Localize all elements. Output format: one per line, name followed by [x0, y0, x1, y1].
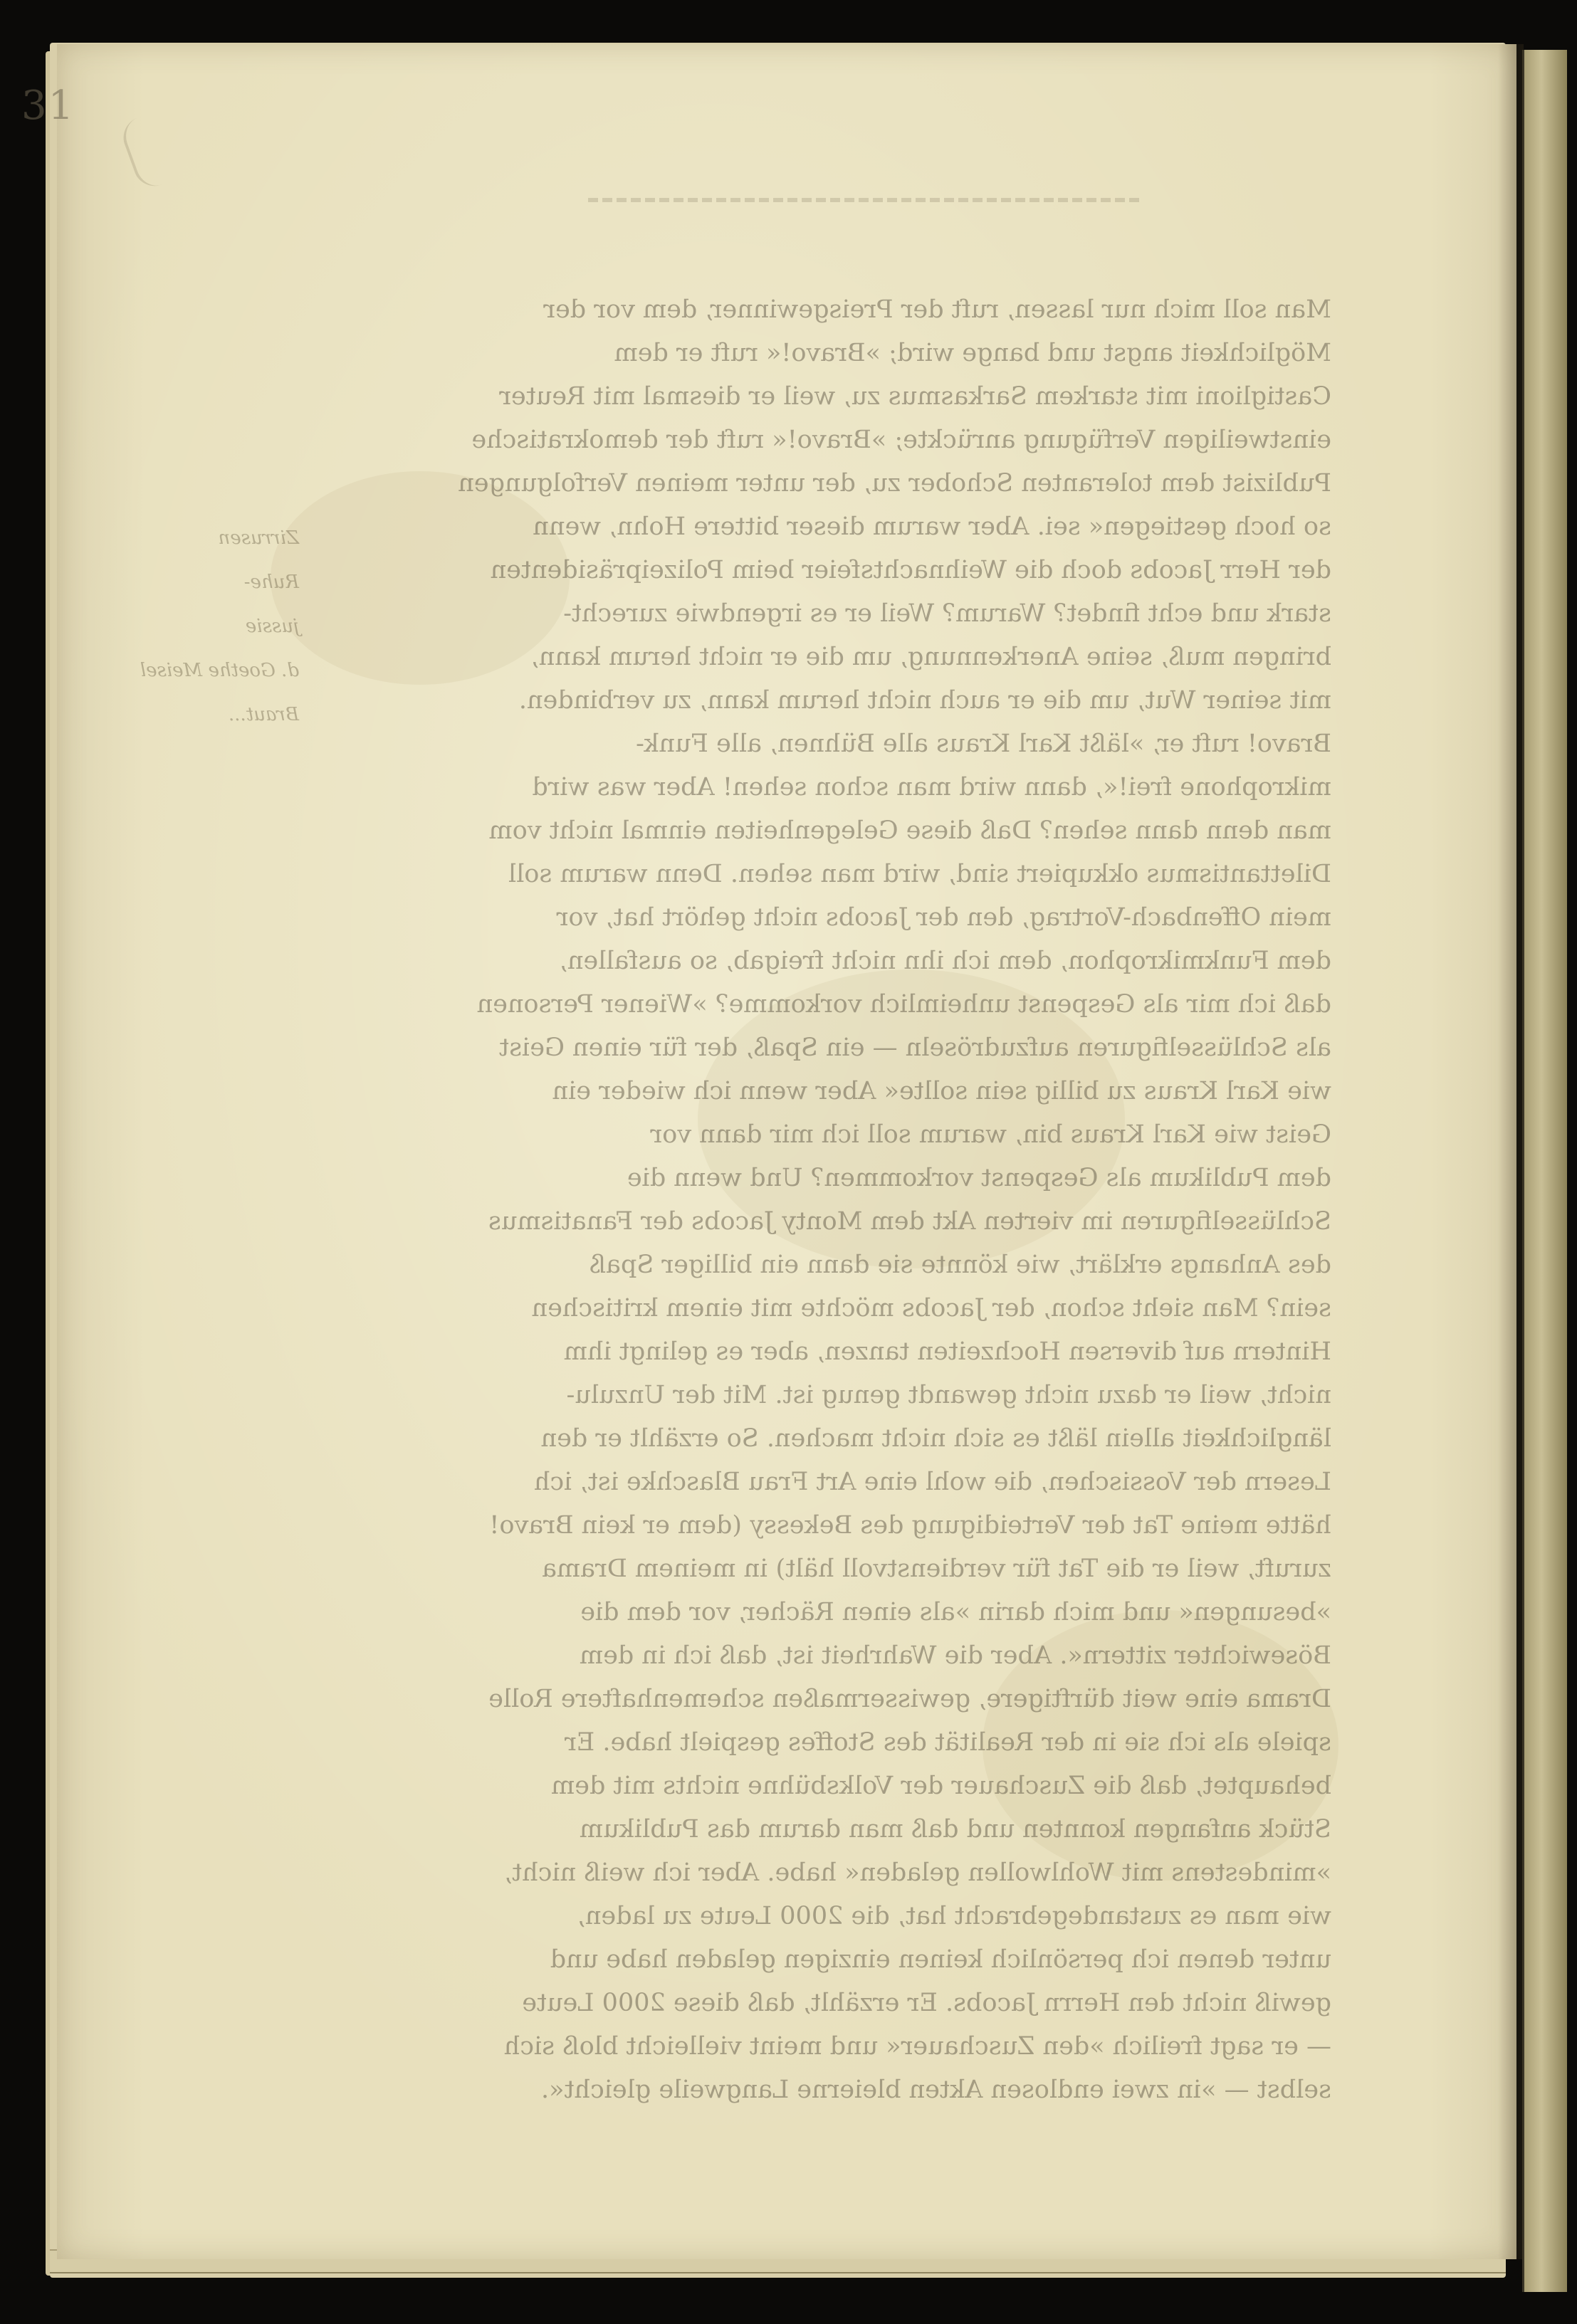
text-line: selbst — »in zwei endlosen Akten bleierne Langweile gleicht«.: [541, 2076, 1331, 2104]
text-line: dem Publikum als Gespenst vorkommen? Und wenn die: [627, 1164, 1331, 1192]
text-line: spiele als ich sie in der Realität des Stoffes gespielt habe. Er: [564, 1728, 1331, 1757]
text-line: mikrophone frei!«, dann wird man schon sehen! Aber was wird: [532, 773, 1331, 801]
text-line: dem Funkmikrophon, dem ich ihn nicht freigab, so ausfallen,: [559, 947, 1331, 975]
text-line: nicht, weil er dazu nicht gewandt genug ist. Mit der Unzulu-: [566, 1381, 1331, 1409]
show-through-text-block: [285, 288, 1331, 2112]
text-line: Bösewichter zittern«. Aber die Wahrheit ist, daß ich in dem: [579, 1641, 1331, 1670]
text-line: »mindestens mit Wohlwollen geladen« habe. Aber ich weiß nicht,: [504, 1858, 1331, 1887]
text-line: gewiß nicht den Herrn Jacobs. Er erzählt, daß diese 2000 Leute: [522, 1989, 1331, 2017]
text-line: Drama eine weit dürftigere, gewissermaßen schemenhaftere Rolle: [488, 1685, 1331, 1713]
gutter-shadow: [1498, 44, 1524, 2259]
text-line: des Anhangs erklärt, wie könnte sie dann ein billiger Spaß: [589, 1251, 1331, 1279]
text-line: mit seiner Wut, um die er auch nicht herum kann, zu verbinden.: [518, 686, 1331, 715]
text-line: — er sagt freilich »den Zuschauer« und meint vielleicht bloß sich: [503, 2032, 1331, 2061]
text-line: »besungen« und mich darin »als einen Rächer, vor dem die: [580, 1598, 1331, 1626]
text-line: daß ich mir als Gespenst unheimlich vorkomme? »Wiener Personen: [476, 990, 1331, 1019]
text-line: als Schlüsselfiguren aufzudröseln — ein Spaß, der für einen Geist: [499, 1034, 1331, 1062]
running-head-show-through: [584, 198, 1139, 202]
text-line: Schlüsselfiguren im vierten Akt dem Monty Jacobs der Fanatismus: [488, 1207, 1331, 1236]
text-line: so hoch gestiegen« sei. Aber warum dieser bittere Hohn, wenn: [533, 512, 1331, 541]
text-line: bringen muß, seine Anerkennung, um die er nicht herum kann,: [530, 643, 1331, 671]
text-line: Castiglioni mit starkem Sarkasmus zu, weil er diesmal mit Reuter: [499, 382, 1331, 411]
margin-note-line: jussie: [245, 616, 299, 637]
text-line: Hintern auf diversen Hochzeiten tanzen, aber es gelingt ihm: [563, 1337, 1331, 1366]
text-line: unter denen ich persönlich keinen einzigen geladen habe und: [550, 1945, 1331, 1974]
text-line: behauptet, daß die Zuschauer der Volksbühne nichts mit dem: [551, 1772, 1331, 1800]
text-line: Stück anfangen konnten und daß man darum das Publikum: [579, 1815, 1331, 1844]
text-line: sein? Man sieht schon, der Jacobs möchte mit einem kritischen: [531, 1294, 1331, 1323]
text-line: Publizist dem toleranten Schober zu, der unter meinen Verfolgungen: [458, 469, 1331, 498]
text-line: hätte meine Tat der Verteidigung des Bekessy (dem er kein Bravo!: [489, 1511, 1331, 1540]
text-line: der Herr Jacobs doch die Weihnachtsfeier beim Polizeipräsidenten: [490, 556, 1331, 584]
text-line: mein Offenbach-Vortrag, den der Jacobs nicht gehört hat, vor: [556, 903, 1331, 932]
page-number: 31: [21, 83, 75, 129]
text-line: wie Karl Kraus zu billig sein sollte« Aber wenn ich wieder ein: [552, 1077, 1331, 1105]
text-line: zuruft, weil er die Tat für verdienstvoll hält) in meinem Drama: [542, 1555, 1331, 1583]
handwritten-margin-note: [140, 516, 299, 751]
text-line: Möglichkeit angst und bange wird; »Bravo!« ruft er dem: [614, 339, 1331, 367]
text-line: Man soll mich nur lassen, ruft der Preisgewinner, dem vor der: [543, 295, 1331, 324]
text-line: länglichkeit allein läßt es sich nicht machen. So erzählt er den: [540, 1424, 1331, 1453]
text-line: Dilettantismus okkupiert sind, wird man sehen. Denn warum soll: [508, 860, 1331, 888]
text-line: stark und echt findet? Warum? Weil er es irgendwie zurecht-: [563, 599, 1331, 628]
text-line: einstweiligen Verfügung anrückte; »Bravo!« ruft der demokratische: [471, 426, 1331, 454]
margin-note-line: Zirrusen: [218, 527, 299, 549]
text-line: Geist wie Karl Kraus bin, warum soll ich mir dann vor: [650, 1120, 1331, 1149]
adjacent-page-edge: [1522, 50, 1567, 2292]
margin-note-line: d. Goethe Meisel: [140, 660, 299, 681]
margin-note-line: Braut...: [228, 704, 299, 725]
text-line: Lesern der Vossischen, die wohl eine Art Frau Blaschke ist, ich: [534, 1468, 1331, 1496]
text-line: Bravo! ruft er, »läßt Karl Kraus alle Bühnen, alle Funk-: [636, 730, 1331, 758]
margin-note-line: Ruhe-: [243, 572, 299, 593]
text-line: man denn dann sehen? Daß diese Gelegenheiten einmal nicht vom: [488, 816, 1331, 845]
text-line: wie man es zustandegebracht hat, die 2000 Leute zu laden,: [577, 1902, 1331, 1930]
